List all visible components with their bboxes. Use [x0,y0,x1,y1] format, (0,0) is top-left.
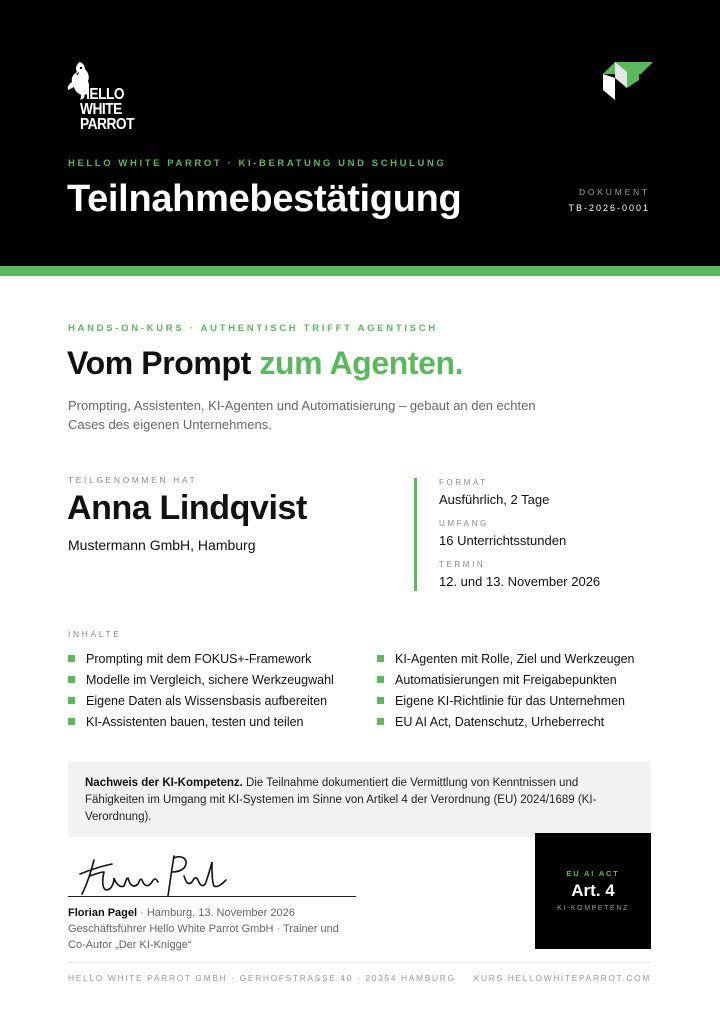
footer-url: KURS.HELLOWHITEPARROT.COM [473,973,651,983]
signer-name-line [68,905,368,921]
list-item [68,651,334,672]
document-title: Teilnahmebestätigung [67,178,462,220]
badge-top-label: EU AI ACT [566,869,620,878]
list-item-text: Eigene Daten als Wissensbasis aufbereiten [86,694,328,708]
course-description: Prompting, Assistenten, KI-Agenten und Automatisierung – gebaut an den echten Cases des eigenen Unternehmens. [68,398,536,432]
list-item-text: KI-Assistenten bauen, testen und teilen [86,715,304,729]
logo-line: PARROT [80,116,134,133]
green-chevron-mark-icon [603,60,653,102]
meta-date [439,560,600,589]
list-item-text: EU AI Act, Datenschutz, Urheberrecht [395,715,605,729]
list-item [68,714,334,735]
list-item [377,714,634,735]
footer-address: HELLO WHITE PARROT GMBH · GERHOFSTRASSE 40 · 20354 HAMBURG [68,973,456,983]
list-item-text: Prompting mit dem FOKUS+-Framework [86,652,312,666]
contents-list-left [68,651,334,735]
signer-role-line: Co-Autor „Der KI-Knigge“ [68,939,192,951]
meta-value: Ausführlich, 2 Tage [439,492,550,507]
course-tag: HANDS-ON-KURS · AUTHENTISCH TRIFFT AGENTISCH [68,323,438,334]
participant-name: Anna Lindqvist [67,489,307,527]
course-title [67,345,463,382]
list-item-text: KI-Agenten mit Rolle, Ziel und Werkzeugen [395,652,635,666]
signer-role-line: Geschäftsführer Hello White Parrot GmbH · Trainer und [68,923,339,935]
bullet-square-icon [68,718,75,725]
meta-label: FORMAT [439,478,488,487]
bullet-square-icon [377,676,384,683]
document-label: DOKUMENT [578,187,650,197]
proof-text [85,775,635,826]
badge-main-label: Art. 4 [571,881,615,900]
meta-label: UMFANG [439,519,489,528]
logo-line: WHITE [80,101,122,118]
list-item [377,672,634,693]
ki-competence-proof-box [68,762,651,837]
bullet-square-icon [377,697,384,704]
meta-divider [414,478,417,591]
logo-wordmark [80,87,143,132]
list-item-text: Modelle im Vergleich, sichere Werkzeugwahl [86,673,334,687]
signer-name: Florian Pagel [68,907,138,919]
proof-heading: Nachweis der KI-Kompetenz. [85,777,243,789]
document-number: TB-2026-0001 [568,203,650,213]
bullet-square-icon [68,655,75,662]
meta-value: 16 Unterrichtsstunden [439,533,567,548]
contents-list-right [377,651,634,735]
meta-value: 12. und 13. November 2026 [439,574,601,589]
course-title-accent: zum Agenten. [259,345,464,381]
signer-info [68,905,368,953]
participant-label: TEILGENOMMEN HAT [68,475,198,485]
signature-line [68,896,356,897]
list-item [377,693,634,714]
footer-divider [68,962,651,963]
bullet-square-icon [68,676,75,683]
list-item [68,672,334,693]
contents-label: INHALTE [68,629,122,639]
logo-line: HELLO [80,86,125,103]
course-title-main: Vom Prompt [67,345,260,381]
bullet-square-icon [68,697,75,704]
proof-body: Die Teilnahme dokumentiert die Vermittlung von Kenntnissen und Fähigkeiten im Umgang mit KI-Systemen im Sinne von Artikel 4 der Verordnung (EU) 2024/1689 (KI-Verordnung). [85,777,597,823]
meta-scope [439,519,566,548]
accent-divider-bar [0,266,720,276]
participant-company: Mustermann GmbH, Hamburg [68,537,256,553]
eu-ai-act-badge [535,833,651,949]
meta-label: TERMIN [439,560,486,569]
list-item [377,651,634,672]
brand-line: HELLO WHITE PARROT · KI-BERATUNG UND SCHULUNG [68,158,447,169]
handwritten-signature [78,852,238,902]
company-logo [66,60,150,136]
list-item-text: Automatisierungen mit Freigabepunkten [395,673,617,687]
bullet-square-icon [377,655,384,662]
meta-format [439,478,549,507]
list-item [68,693,334,714]
badge-sub-label: KI-KOMPETENZ [557,905,629,912]
bullet-square-icon [377,718,384,725]
list-item-text: Eigene KI-Richtlinie für das Unternehmen [395,694,625,708]
signer-place-date: · Hamburg, 13. November 2026 [137,907,295,919]
